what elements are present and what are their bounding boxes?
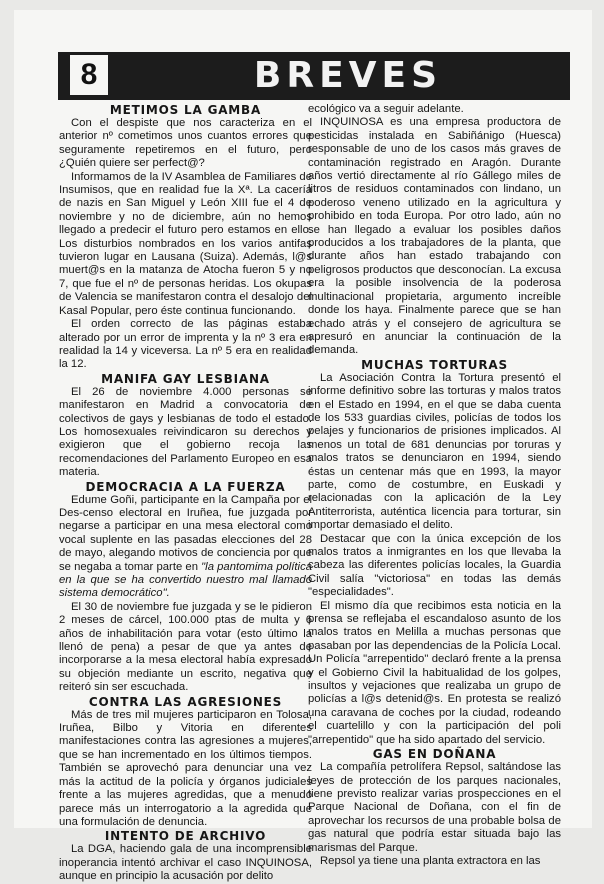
article-paragraph: La compañía petrolífera Repsol, saltándose las leyes de protección de los parques nacionales, tiene previsto realizar varias prospecciones en el Parque Nacional de Doñana, con el fin de aprovechar los recursos de una probable bolsa de gas natural que podría estar situada bajo las marismas del Parque.: [308, 761, 561, 854]
article-paragraph: INQUINOSA es una empresa productora de pesticidas instalada en Sabiñánigo (Huesca) responsable de uno de los casos más graves de contaminación registrado en Aragón. Durante años vertió directamente al río Gállego miles de litros de residuos contaminados con lindano, un poderoso veneno utilizado en la agricultura y prohibido en toda Europa. Por otro lado, aún no se han llegado a evaluar los posibles daños producidos a los trabajadores de la planta, que durante años han estado trabajando con peligrosos productos que desconocían. La excusa era la posible insolvencia de la poderosa multinacional propietaria, argumento increíble donde los haya. Finalmente parece que se han echado atrás y el consejero de agricultura se apresuró en anunciar la continuación de la demanda.: [308, 116, 561, 357]
article-paragraph: El mismo día que recibimos esta noticia en la prensa se reflejaba el escandaloso asunto de los malos tratos en Melilla a muchas personas que pasaban por las dependencias de la Policía Local. Un Policía "arrepentido" declaró frente a la prensa y el Gobierno Civil la habitualidad de los golpes, insultos y vejaciones que realizaba un grupo de policías a l@s detenid@s. En protesta se realizó una caravana de coches por la ciudad, rodeando el cuartelillo y con la participación del poli "arrepentido" que ha sido apartado del servicio.: [308, 599, 561, 746]
article-paragraph: El 26 de noviembre 4.000 personas se manifestaron en Madrid a convocatoria de colectivos de gays y lesbianas de todo el estado. Los homosexuales reivindicaron su derechos y exigieron que el gobierno recoja las recomendaciones del Parlamento Europeo en esa materia.: [59, 385, 312, 479]
article-paragraph: Más de tres mil mujeres participaron en Tolosa, Iruñea, Bilbo y Vitoria en diferentes manifestaciones contra las agresiones a mujeres, que se han incrementado en los últimos tiempos. También se aprovechó para denunciar una vez más la actitud de la policía y órganos judiciales frente a las mujeres agredidas, que a menudo parece más un interrogatorio a la agredida que una formulación de denuncia.: [59, 708, 312, 828]
italic-quote: "la pantomima política en la que se ha convertido nuestro mal llamado sistema democrático".: [59, 560, 313, 600]
right-column: [308, 103, 561, 867]
article-title-muchas-torturas: MUCHAS TORTURAS: [361, 357, 508, 372]
article-paragraph: El 30 de noviembre fue juzgada y se le pidieron 2 meses de cárcel, 100.000 ptas de multa y 6 años de inhabilitación para votar (esto último la llenó de pena) a pesar de que ya antes de incorporarse a la mesa electoral había expresado su objeción mediante un escrito, negativa que reiteró sin ser escuchada.: [59, 600, 312, 694]
article-paragraph: La Asociación Contra la Tortura presentó el informe definitivo sobre las torturas y malos tratos en el Estado en 1994, en el que se daba cuenta de los 533 guardias civiles, policías de todos los pelajes y funcionarios de prisiones implicados. Al menos un total de 681 denuncias por toruras y malos tratos se denunciaron en 1994, siendo éstas un centenar más que en 1993, la mayor parte, como de costumbre, en Euskadi y relacionadas con la aplicación de la Ley Antiterrorista, auténtica licencia para torturar, sin importar demasiado el delito.: [308, 371, 561, 532]
article-paragraph: El orden correcto de las páginas estaba alterado por un error de imprenta y la nº 3 era en realidad la 14 y viceversa. La nº 5 era en realidad la 12.: [59, 318, 312, 371]
article-paragraph: Informamos de la IV Asamblea de Familiares de Insumisos, que en realidad fue la Xª. La cacería de nazis en San Miguel y León XIII fue el 4 de noviembre y no de diciembre, aún no hemos llegado a predecir el futuro pero estamos en ello. Los disturbios nombrados en los varios antifas tuvieron lugar en Lausana (Suiza). Además, l@s muert@s en la matanza de Atocha fueron 5 y no 7, que fue el nº de personas heridas. Los okupas de Valencia se manifestaron contra el desalojo del Kasal Popular, pero éste continua funcionando.: [59, 170, 312, 317]
article-paragraph: Destacar que con la única excepción de los malos tratos a inmigrantes en los que llevaba la cabeza las diferentes policías locales, la Guardia Civil salía "victoriosa" en todas las demás "especialidades".: [308, 532, 561, 599]
paragraph-text: Edume Goñi, participante en la Campaña por el Des-censo electoral en Iruñea, fue juzgada por negarse a participar en una mesa electoral como vocal suplente en las pasadas elecciones del 28 de mayo, alegando motivos de conciencia por que se negaba a tomar parte en: [59, 493, 312, 573]
article-paragraph: La DGA, haciendo gala de una incomprensible inoperancia intentó archivar el caso INQUINOSA, aunque en principio la acusación por delito: [59, 843, 312, 883]
section-title: BREVES: [253, 55, 443, 96]
article-title-contra-las-agresiones: CONTRA LAS AGRESIONES: [88, 694, 283, 709]
article-title-democracia-a-la-fuerza: DEMOCRACIA A LA FUERZA: [85, 479, 286, 494]
article-paragraph: [59, 494, 312, 601]
article-title-manifa-gay-lesbiana: MANIFA GAY LESBIANA: [101, 371, 270, 386]
page-number: 8: [70, 55, 108, 95]
article-title-metimos-la-gamba: METIMOS LA GAMBA: [109, 103, 262, 117]
article-title-intento-de-archivo: INTENTO DE ARCHIVO: [104, 829, 267, 844]
left-column: [59, 103, 313, 883]
article-title-gas-en-donana: GAS EN DOÑANA: [372, 747, 497, 762]
article-paragraph-continued: ecológico va a seguir adelante.: [308, 103, 464, 115]
article-paragraph: Repsol ya tiene una planta extractora en las: [320, 854, 541, 867]
article-paragraph: Con el despiste que nos caracteriza en el anterior nº cometimos unos cuantos errores que seguramente repetiremos en el futuro, pero ¿Quién quiere ser perfect@?: [59, 117, 312, 170]
